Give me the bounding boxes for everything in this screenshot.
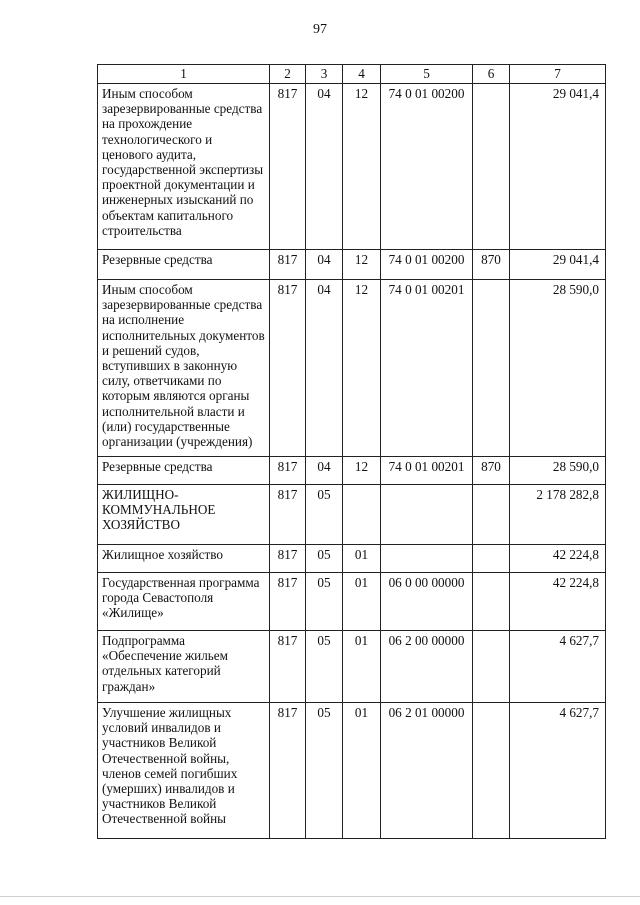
target-article-code	[381, 545, 473, 573]
table-row	[98, 457, 606, 485]
table-header-row	[98, 65, 606, 84]
subsection-code: 12	[343, 457, 381, 485]
column-header: 3	[306, 65, 343, 84]
section-code: 05	[306, 545, 343, 573]
table-row	[98, 703, 606, 839]
subsection-code: 01	[343, 545, 381, 573]
expense-type-code	[473, 703, 510, 839]
ministry-code: 817	[270, 485, 306, 545]
row-name: ЖИЛИЩНО-КОММУНАЛЬНОЕ ХОЗЯЙСТВО	[98, 485, 270, 545]
table-row	[98, 84, 606, 250]
target-article-code: 74 0 01 00200	[381, 250, 473, 280]
column-header: 5	[381, 65, 473, 84]
row-name: Резервные средства	[98, 457, 270, 485]
subsection-code: 01	[343, 631, 381, 703]
budget-table	[97, 64, 606, 839]
expense-type-code	[473, 84, 510, 250]
target-article-code: 74 0 01 00201	[381, 457, 473, 485]
expense-type-code: 870	[473, 250, 510, 280]
table-row	[98, 280, 606, 457]
section-code: 04	[306, 250, 343, 280]
expense-type-code	[473, 280, 510, 457]
table-row	[98, 631, 606, 703]
amount: 29 041,4	[510, 84, 606, 250]
subsection-code: 01	[343, 703, 381, 839]
ministry-code: 817	[270, 545, 306, 573]
section-code: 04	[306, 84, 343, 250]
expense-type-code	[473, 545, 510, 573]
target-article-code: 06 0 00 00000	[381, 573, 473, 631]
amount: 4 627,7	[510, 631, 606, 703]
subsection-code: 01	[343, 573, 381, 631]
row-name: Иным способом зарезервированные средства на прохождение технологического и ценового аудита, государственной экспертизы проектной документации и инженерных изысканий по объектам капитального строительства	[98, 84, 270, 250]
column-header: 4	[343, 65, 381, 84]
column-header: 6	[473, 65, 510, 84]
target-article-code: 74 0 01 00201	[381, 280, 473, 457]
row-name: Иным способом зарезервированные средства на исполнение исполнительных документов и решений судов, вступивших в законную силу, ответчиками по которым являются органы исполнительной власти и (или) государственные организации (учреждения)	[98, 280, 270, 457]
column-header: 1	[98, 65, 270, 84]
column-header: 2	[270, 65, 306, 84]
target-article-code: 74 0 01 00200	[381, 84, 473, 250]
ministry-code: 817	[270, 250, 306, 280]
subsection-code: 12	[343, 84, 381, 250]
row-name: Подпрограмма «Обеспечение жильем отдельных категорий граждан»	[98, 631, 270, 703]
row-name: Жилищное хозяйство	[98, 545, 270, 573]
row-name: Резервные средства	[98, 250, 270, 280]
ministry-code: 817	[270, 84, 306, 250]
expense-type-code	[473, 485, 510, 545]
expense-type-code	[473, 631, 510, 703]
page-number: 97	[313, 22, 327, 37]
amount: 29 041,4	[510, 250, 606, 280]
expense-type-code	[473, 573, 510, 631]
row-name: Государственная программа города Севастополя «Жилище»	[98, 573, 270, 631]
section-code: 04	[306, 280, 343, 457]
table-row	[98, 485, 606, 545]
column-header: 7	[510, 65, 606, 84]
target-article-code	[381, 485, 473, 545]
row-name: Улучшение жилищных условий инвалидов и участников Великой Отечественной войны, членов семей погибших (умерших) инвалидов и участников Великой Отечественной войны	[98, 703, 270, 839]
target-article-code: 06 2 01 00000	[381, 703, 473, 839]
target-article-code: 06 2 00 00000	[381, 631, 473, 703]
ministry-code: 817	[270, 457, 306, 485]
amount: 2 178 282,8	[510, 485, 606, 545]
amount: 42 224,8	[510, 573, 606, 631]
page-bottom-edge	[0, 896, 640, 897]
section-code: 05	[306, 703, 343, 839]
subsection-code: 12	[343, 280, 381, 457]
amount: 28 590,0	[510, 280, 606, 457]
ministry-code: 817	[270, 280, 306, 457]
section-code: 04	[306, 457, 343, 485]
ministry-code: 817	[270, 631, 306, 703]
expense-type-code: 870	[473, 457, 510, 485]
table-row	[98, 545, 606, 573]
ministry-code: 817	[270, 573, 306, 631]
table-row	[98, 573, 606, 631]
amount: 28 590,0	[510, 457, 606, 485]
amount: 4 627,7	[510, 703, 606, 839]
ministry-code: 817	[270, 703, 306, 839]
table-row	[98, 250, 606, 280]
section-code: 05	[306, 485, 343, 545]
subsection-code	[343, 485, 381, 545]
subsection-code: 12	[343, 250, 381, 280]
section-code: 05	[306, 573, 343, 631]
amount: 42 224,8	[510, 545, 606, 573]
section-code: 05	[306, 631, 343, 703]
